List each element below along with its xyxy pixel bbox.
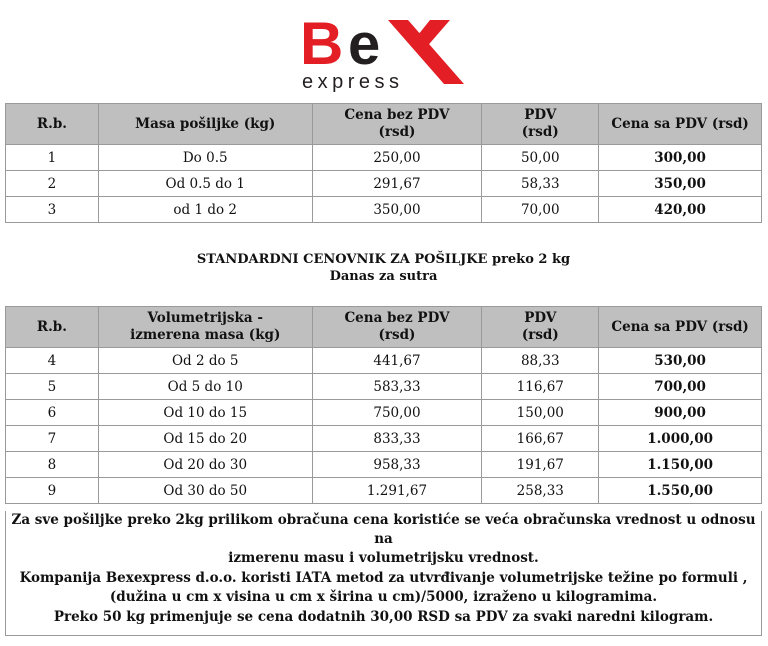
cell-mass: Od 0.5 do 1 bbox=[98, 171, 312, 197]
cell-price-no-vat: 1.291,67 bbox=[312, 478, 482, 504]
cell-vat: 70,00 bbox=[482, 197, 599, 223]
price-table-over-2kg bbox=[5, 306, 762, 504]
cell-price-no-vat: 958,33 bbox=[312, 452, 482, 478]
cell-mass: Do 0.5 bbox=[98, 145, 312, 171]
table-row bbox=[6, 197, 762, 223]
cell-vat: 58,33 bbox=[482, 171, 599, 197]
table-row bbox=[6, 348, 762, 374]
cell-price-with-vat: 350,00 bbox=[599, 171, 762, 197]
cell-rb: 6 bbox=[6, 400, 99, 426]
col-header-price-no-vat: Cena bez PDV (rsd) bbox=[312, 104, 482, 145]
table-row bbox=[6, 426, 762, 452]
col-header-price-with-vat: Cena sa PDV (rsd) bbox=[599, 104, 762, 145]
cell-mass: Od 20 do 30 bbox=[98, 452, 312, 478]
col-header-mass: Masa pošiljke (kg) bbox=[98, 104, 312, 145]
cell-price-no-vat: 583,33 bbox=[312, 374, 482, 400]
table-row bbox=[6, 171, 762, 197]
note-iata-formula: Kompanija Bexexpress d.o.o. koristi IATA metod za utvrđivanje volumetrijske težine po formuli , (dužina u cm x visina u cm x širina u cm)/5000, izraženo u kilogramima. bbox=[19, 570, 748, 605]
cell-price-with-vat: 900,00 bbox=[599, 400, 762, 426]
cell-price-with-vat: 530,00 bbox=[599, 348, 762, 374]
col-header-volumetric-mass: Volumetrijska - izmerena masa (kg) bbox=[98, 307, 312, 348]
cell-rb: 5 bbox=[6, 374, 99, 400]
bex-express-logo bbox=[296, 6, 468, 92]
cell-mass: Od 5 do 10 bbox=[98, 374, 312, 400]
col-header-rb: R.b. bbox=[6, 104, 99, 145]
cell-price-with-vat: 420,00 bbox=[599, 197, 762, 223]
cell-price-no-vat: 291,67 bbox=[312, 171, 482, 197]
table-row bbox=[6, 400, 762, 426]
section-subtitle: Danas za sutra bbox=[329, 269, 438, 284]
cell-mass: Od 15 do 20 bbox=[98, 426, 312, 452]
cell-price-no-vat: 833,33 bbox=[312, 426, 482, 452]
col-header-price-with-vat: Cena sa PDV (rsd) bbox=[599, 307, 762, 348]
cell-price-no-vat: 350,00 bbox=[312, 197, 482, 223]
col-header-vat: PDV (rsd) bbox=[482, 104, 599, 145]
logo-letter-b: B bbox=[300, 10, 344, 77]
cell-mass: Od 10 do 15 bbox=[98, 400, 312, 426]
cell-vat: 88,33 bbox=[482, 348, 599, 374]
cell-rb: 1 bbox=[6, 145, 99, 171]
cell-price-no-vat: 441,67 bbox=[312, 348, 482, 374]
logo-letter-e: e bbox=[348, 12, 381, 77]
cell-price-with-vat: 300,00 bbox=[599, 145, 762, 171]
cell-rb: 8 bbox=[6, 452, 99, 478]
table-row bbox=[6, 478, 762, 504]
col-header-price-no-vat: Cena bez PDV (rsd) bbox=[312, 307, 482, 348]
section-title: STANDARDNI CENOVNIK ZA POŠILJKE preko 2 kg bbox=[196, 252, 571, 267]
col-header-rb: R.b. bbox=[6, 307, 99, 348]
cell-rb: 9 bbox=[6, 478, 99, 504]
table-row bbox=[6, 374, 762, 400]
cell-vat: 191,67 bbox=[482, 452, 599, 478]
cell-price-with-vat: 1.000,00 bbox=[599, 426, 762, 452]
cell-price-with-vat: 1.150,00 bbox=[599, 452, 762, 478]
cell-mass: Od 30 do 50 bbox=[98, 478, 312, 504]
cell-rb: 7 bbox=[6, 426, 99, 452]
cell-rb: 4 bbox=[6, 348, 99, 374]
cell-vat: 166,67 bbox=[482, 426, 599, 452]
col-header-vat: PDV (rsd) bbox=[482, 307, 599, 348]
cell-price-no-vat: 250,00 bbox=[312, 145, 482, 171]
pricing-notes bbox=[5, 511, 762, 636]
cell-rb: 3 bbox=[6, 197, 99, 223]
note-billing: Za sve pošiljke preko 2kg prilikom obračuna cena koristiće se veća obračunska vrednost u odnosu na izmerenu masu i volumetrijsku vrednost. bbox=[11, 512, 756, 566]
table-header-row bbox=[6, 307, 762, 348]
cell-vat: 150,00 bbox=[482, 400, 599, 426]
cell-vat: 258,33 bbox=[482, 478, 599, 504]
table-row bbox=[6, 452, 762, 478]
cell-rb: 2 bbox=[6, 171, 99, 197]
table-row bbox=[6, 145, 762, 171]
cell-mass: od 1 do 2 bbox=[98, 197, 312, 223]
cell-price-no-vat: 750,00 bbox=[312, 400, 482, 426]
cell-price-with-vat: 1.550,00 bbox=[599, 478, 762, 504]
price-table-up-to-2kg bbox=[5, 103, 762, 223]
note-over-50kg: Preko 50 kg primenjuje se cena dodatnih 30,00 RSD sa PDV za svaki naredni kilogram. bbox=[53, 609, 714, 625]
cell-vat: 116,67 bbox=[482, 374, 599, 400]
cell-vat: 50,00 bbox=[482, 145, 599, 171]
cell-price-with-vat: 700,00 bbox=[599, 374, 762, 400]
cell-mass: Od 2 do 5 bbox=[98, 348, 312, 374]
table-header-row bbox=[6, 104, 762, 145]
logo-subtitle: express bbox=[302, 71, 404, 92]
